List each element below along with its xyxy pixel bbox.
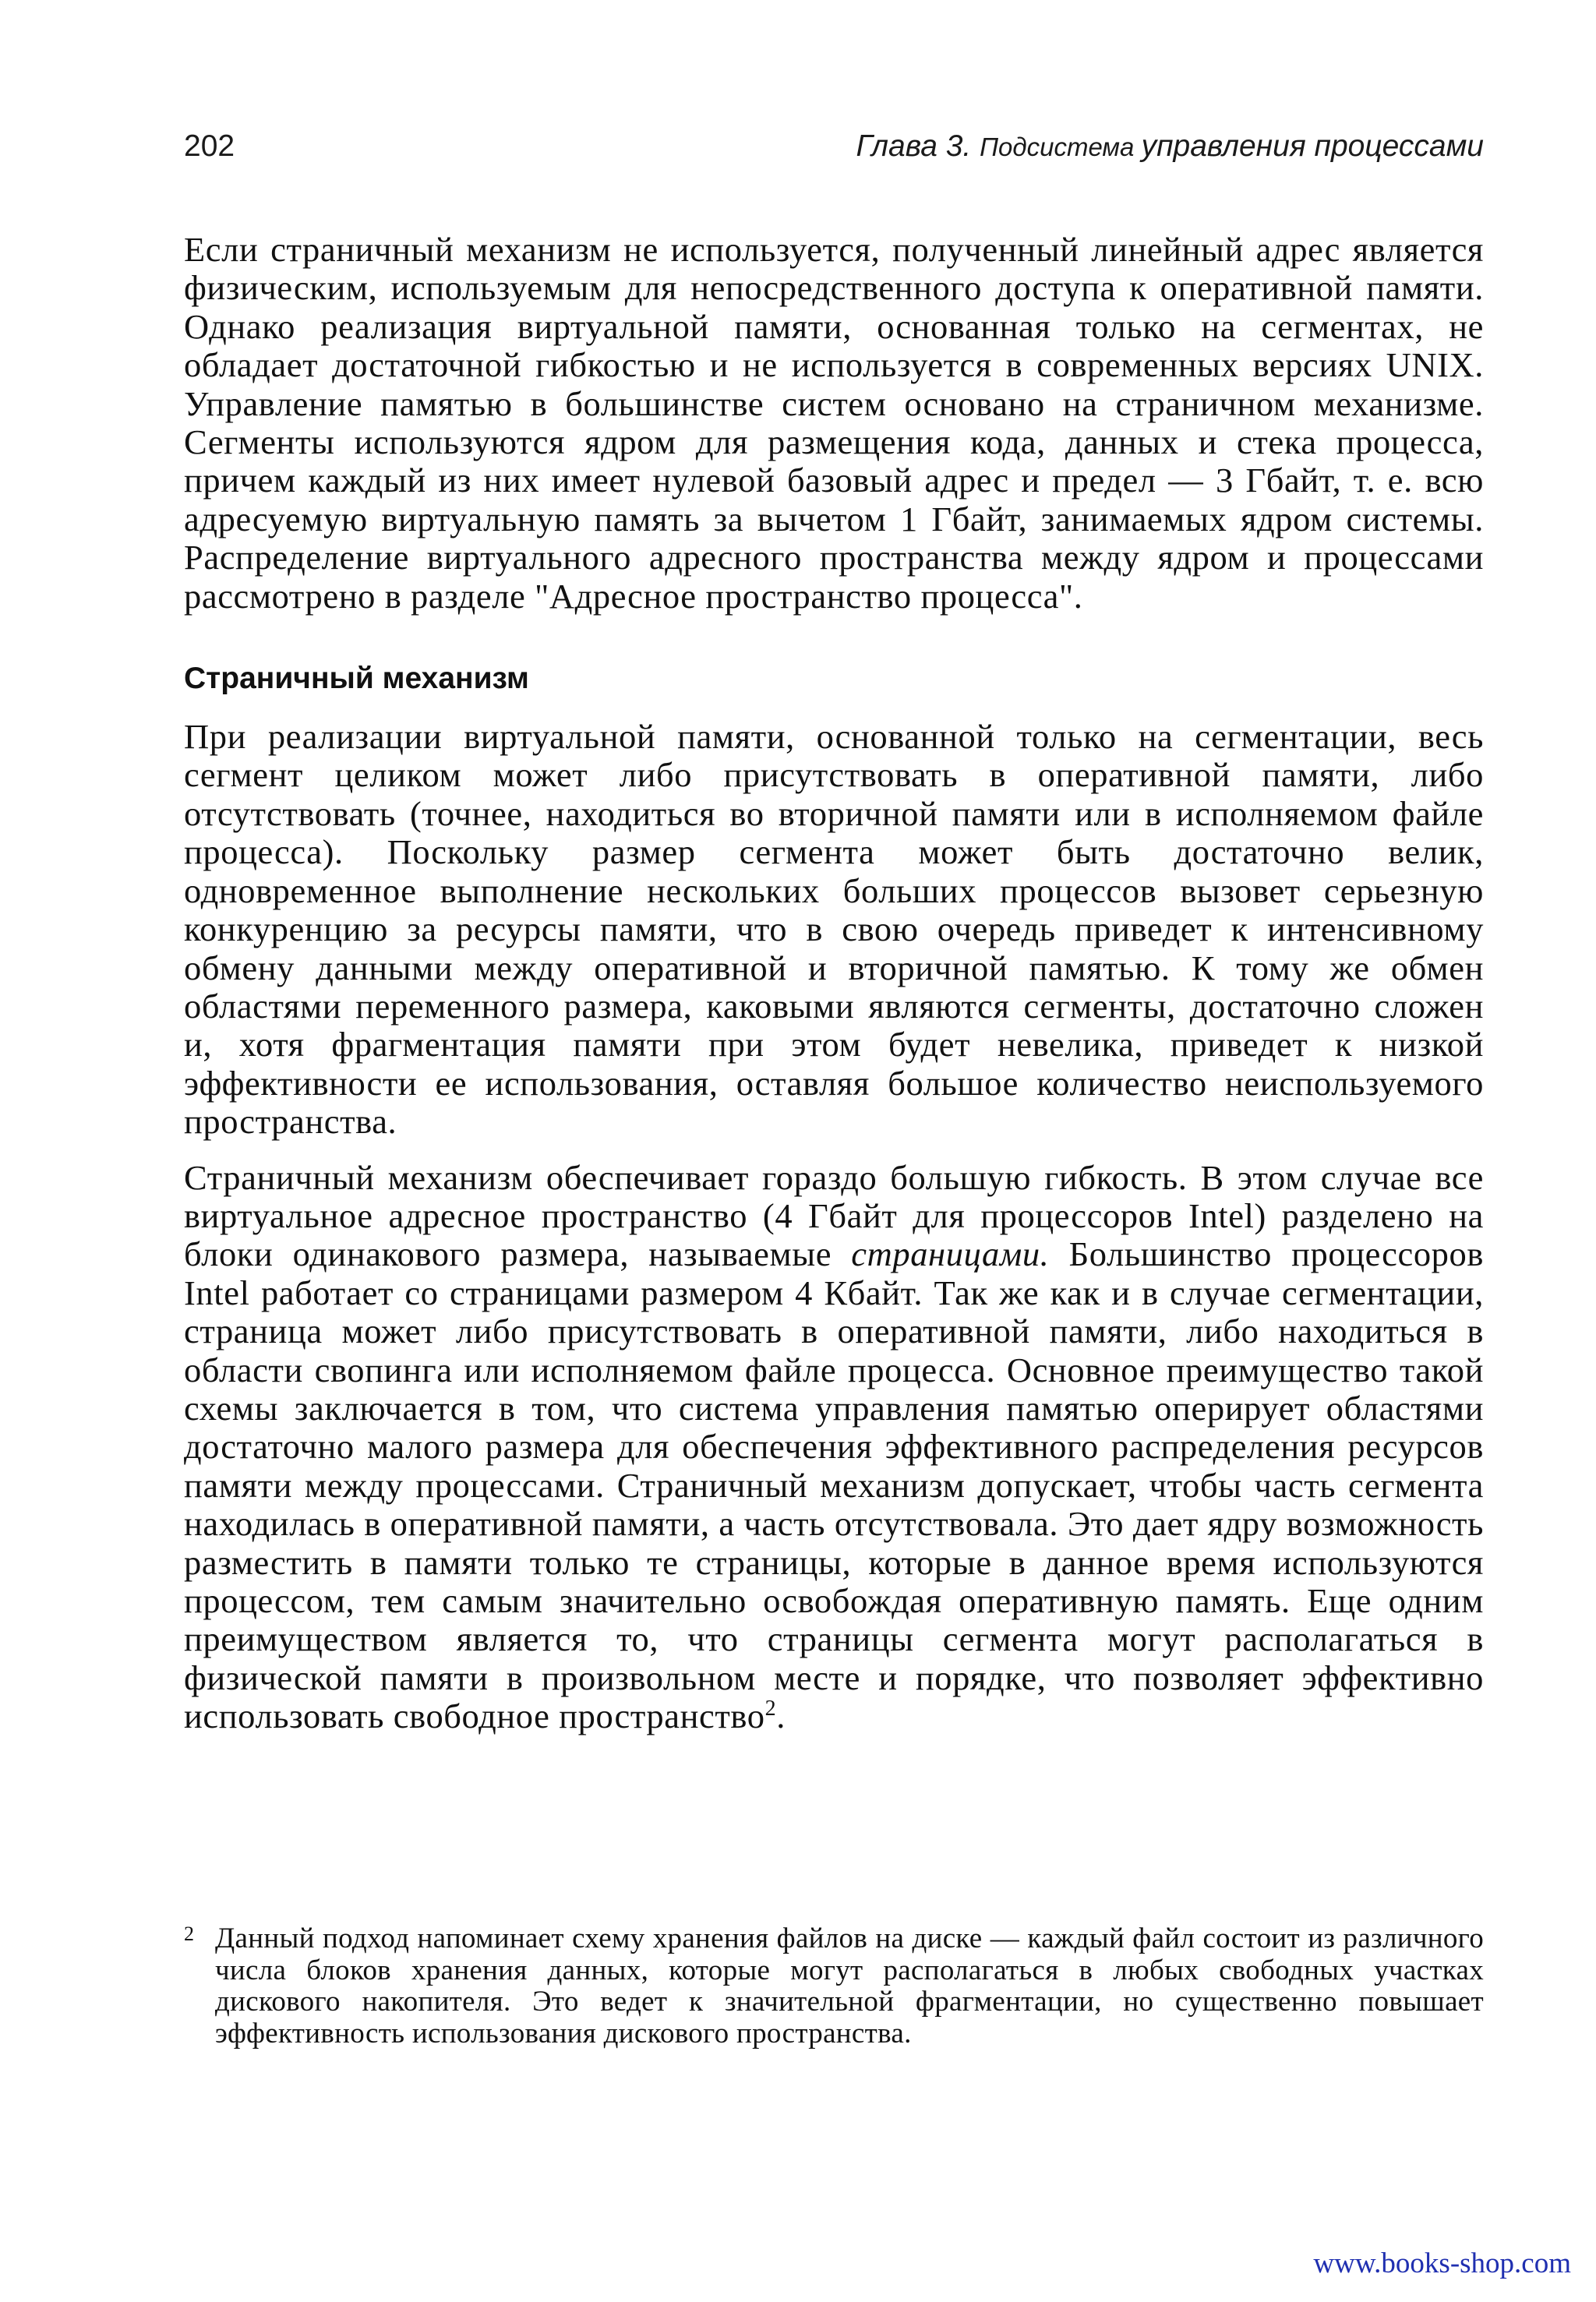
footnote-marker: 2 xyxy=(184,1922,195,1945)
section-title: Страничный механизм xyxy=(184,662,529,696)
chapter-rest: управления процессами xyxy=(1141,129,1484,163)
page-number: 202 xyxy=(184,129,235,163)
paragraph-3 xyxy=(184,1159,1484,1736)
running-head xyxy=(856,129,1484,164)
footnote-text: Данный подход напоминает схему хранения файлов на диске — каждый файл состоит из различного числа блоков хранения данных, которые могут располагаться в любых свободных участках дискового накопителя. Это ведет к значительной фрагментации, но существенно повышает эффективность использования дискового пространства. xyxy=(215,1922,1484,2050)
chapter-small: Подсистема xyxy=(980,132,1142,161)
paragraph-3-end: . xyxy=(776,1696,786,1736)
page-header xyxy=(184,129,1484,176)
main-text xyxy=(184,231,1484,1736)
watermark-link[interactable]: www.books-shop.com xyxy=(1313,2247,1571,2279)
paragraph-1: Если страничный механизм не используется, полученный линейный адрес является физическим, используемым для непосредственного доступа к оперативной памяти. Однако реализация виртуальной памяти, основанная только на сегментах, не обладает достаточной гибкостью и не используется в современных версиях UNIX. Управление памятью в большинстве систем основано на страничном механизме. Сегменты используются ядром для размещения кода, данных и стека процесса, причем каждый из них имеет нулевой базовый адрес и предел — 3 Гбайт, т. е. всю адресуемую виртуальную память за вычетом 1 Гбайт, занимаемых ядром системы. Распределение виртуального адресного пространства между ядром и процессами рассмотрено в разделе "Адресное пространство процесса". xyxy=(184,230,1484,616)
paragraph-3-part-2: Большинство процессоров Intel работает со страницами размером 4 Кбайт. Так же как и в случае сегментации, страница может либо присутствовать в оперативной памяти, либо находиться в области свопинга или исполняемом файле процесса. Основное преимущество такой схемы заключается в том, что система управления памятью оперирует областями достаточно малого размера для обеспечения эффективного распределения ресурсов памяти между процессами. Страничный механизм допускает, чтобы часть сегмента находилась в оперативной памяти, а часть отсутствовала. Это дает ядру возможность разместить в памяти только те страницы, которые в данное время используются процессом, тем самым значительно освобождая оперативную память. Еще одним преимуществом является то, что страницы сегмента могут располагаться в физической памяти в произвольном месте и порядке, что позволяет эффективно использовать свободное пространство xyxy=(184,1234,1484,1736)
paragraph-2: При реализации виртуальной памяти, основанной только на сегментации, весь сегмент целиком может либо присутствовать в оперативной памяти, либо отсутствовать (точнее, находиться во вторичной памяти или в исполняемом файле процесса). Поскольку размер сегмента может быть достаточно велик, одновременное выполнение нескольких больших процессов вызовет серьезную конкуренцию за ресурсы памяти, что в свою очередь приведет к интенсивному обмену данными между оперативной и вторичной памятью. К тому же обмен областями переменного размера, каковыми являются сегменты, достаточно сложен и, хотя фрагментация памяти при этом будет невелика, приведет к низкой эффективности ее использования, оставляя большое количество неиспользуемого пространства. xyxy=(184,717,1484,1142)
paragraph-3-part-1: Страничный механизм обеспечивает гораздо большую гибкость. В этом случае все виртуальное адресное пространство (4 Гбайт для процессоров Intel) разделено на блоки одинакового размера, называемые xyxy=(184,1157,1484,1274)
chapter-prefix: Глава 3. xyxy=(856,129,980,163)
footnote xyxy=(184,1923,1484,2050)
footnote-reference: 2 xyxy=(764,1696,777,1721)
paragraph-3-emphasis: страницами. xyxy=(851,1234,1050,1274)
